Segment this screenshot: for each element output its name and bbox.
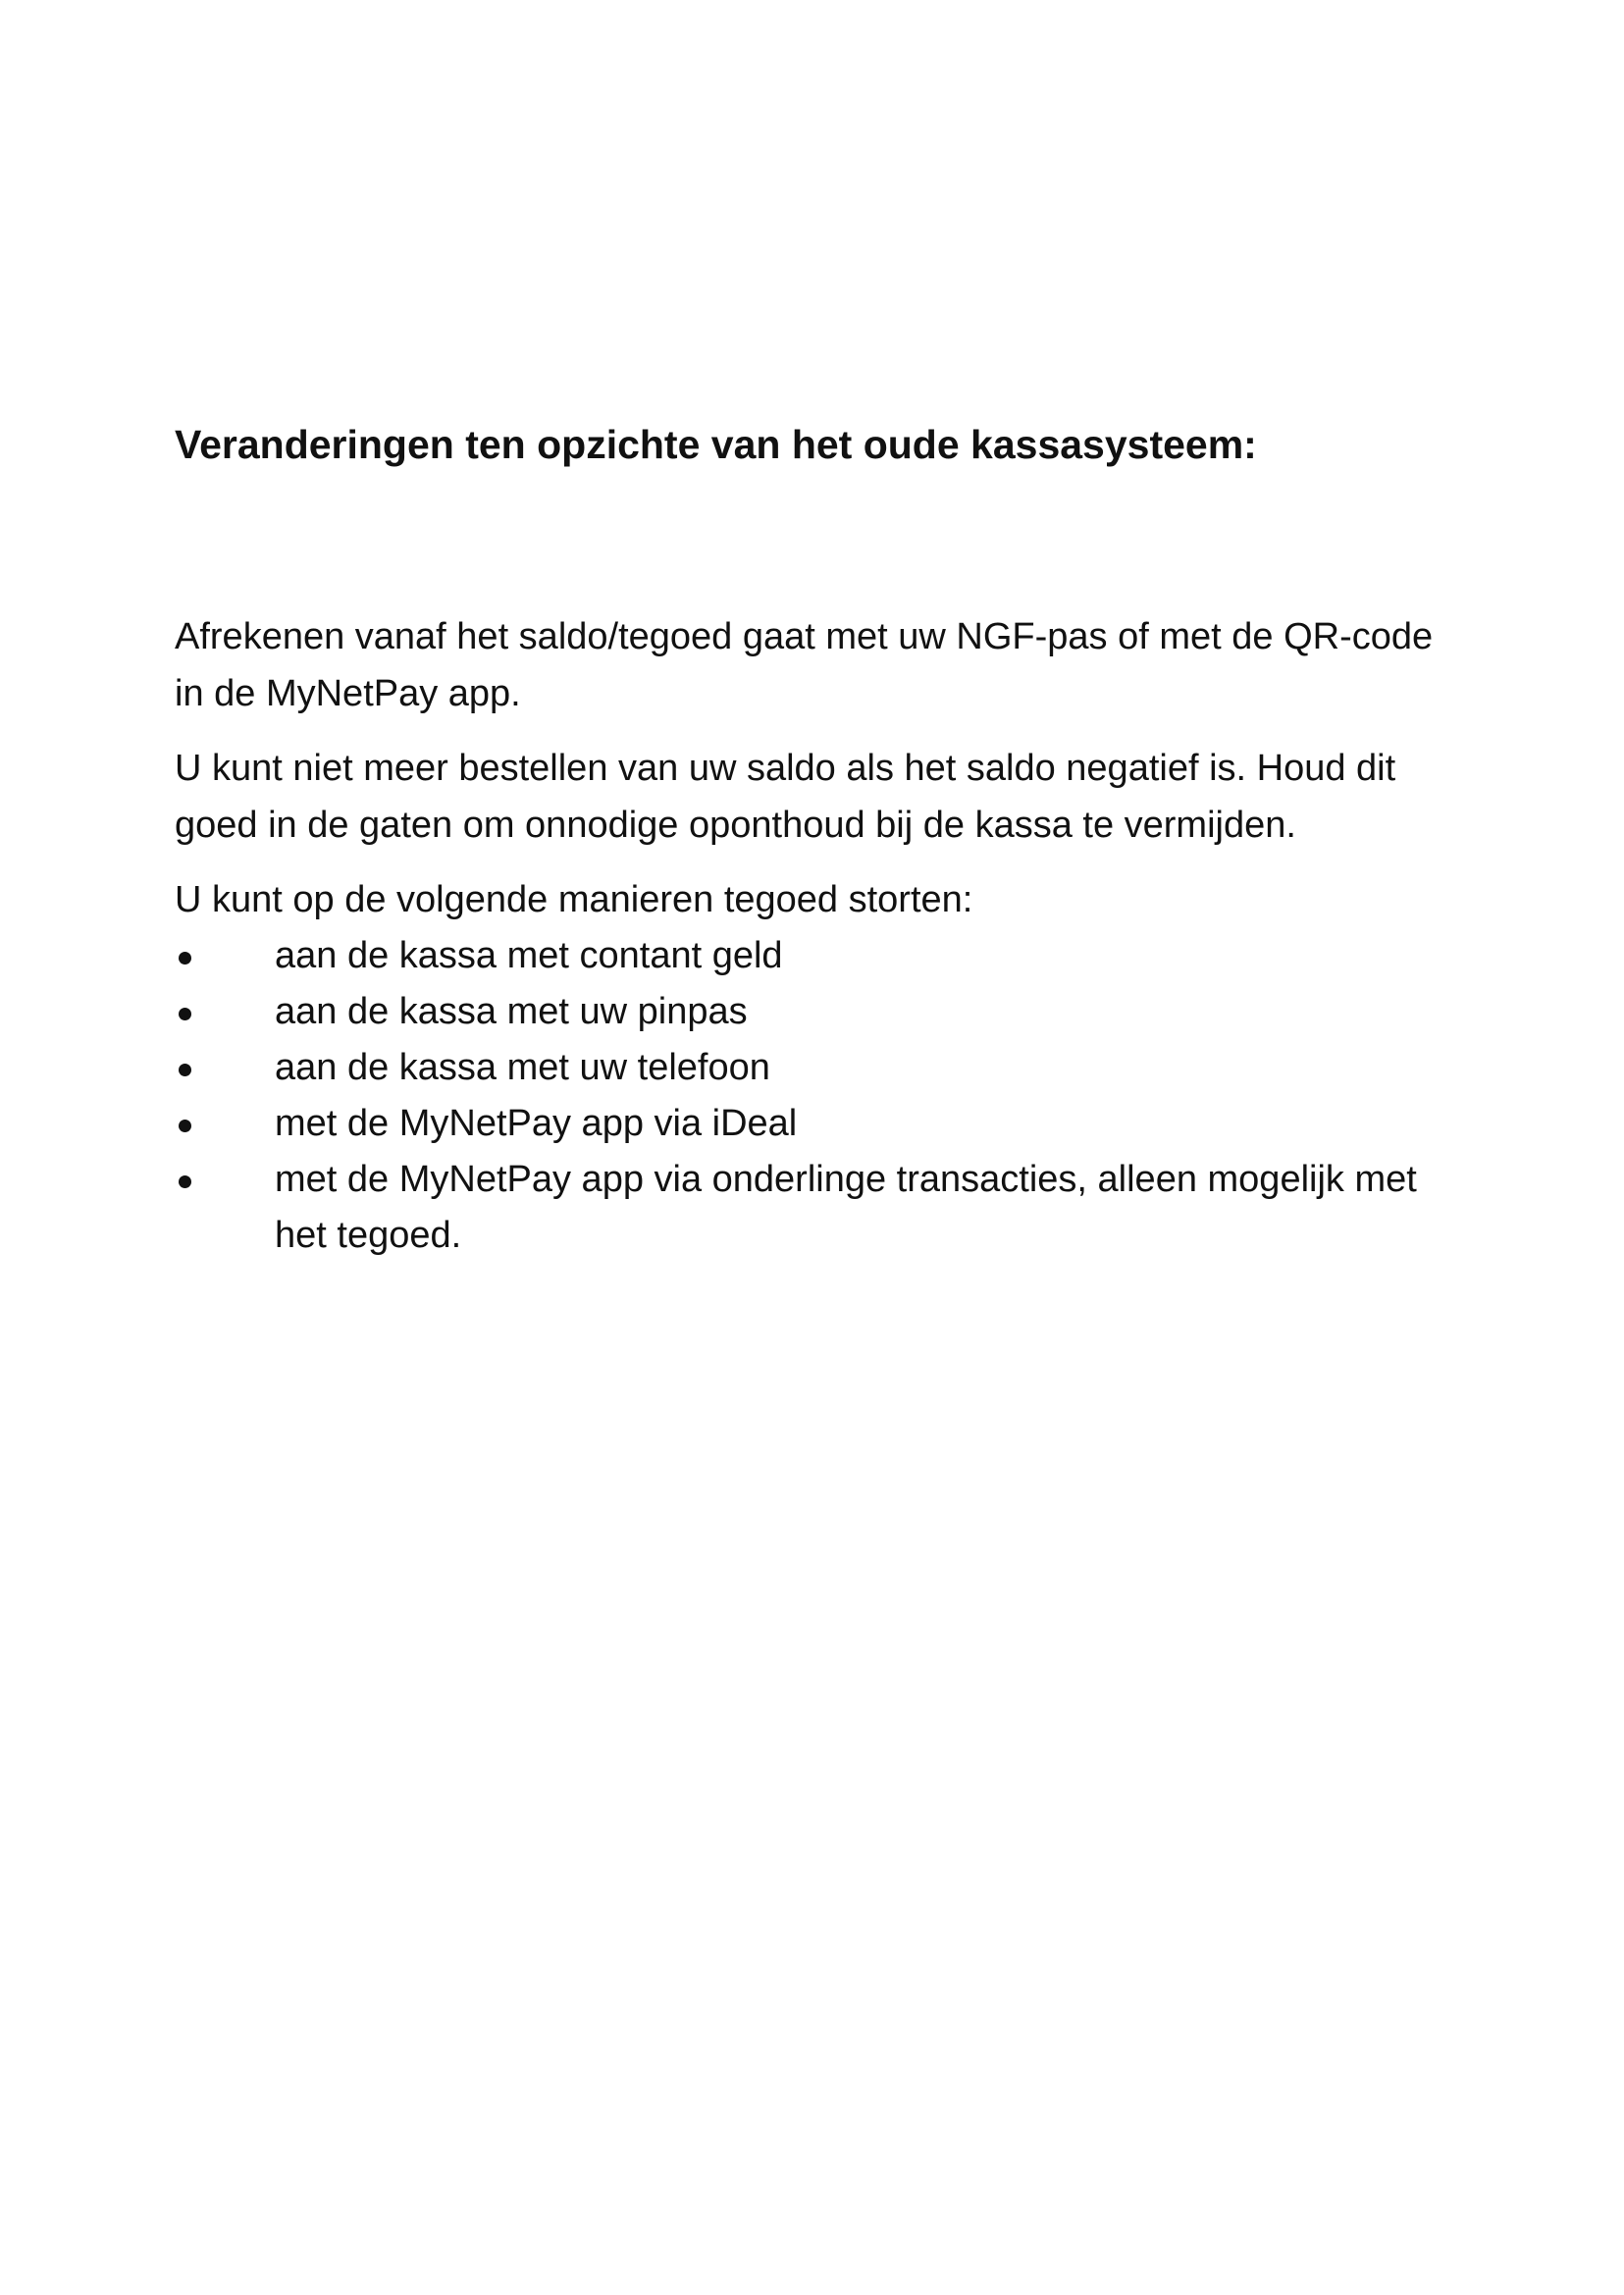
- bullet-icon: [179, 1175, 191, 1188]
- list-item: [175, 1040, 1460, 1096]
- paragraph-payment: Afrekenen vanaf het saldo/tegoed gaat met uw NGF-pas of met de QR-code in de MyNetPay app.: [175, 616, 1434, 714]
- bullet-icon: [179, 952, 191, 965]
- list-item-text: aan de kassa met uw telefoon: [275, 1047, 770, 1088]
- paragraph-negative-balance: U kunt niet meer bestellen van uw saldo als het saldo negatief is. Houd dit goed in de gaten om onnodige oponthoud bij de kassa te vermijden.: [175, 748, 1396, 846]
- list-item: [175, 928, 1460, 984]
- list-item-text: aan de kassa met uw pinpas: [275, 991, 748, 1032]
- list-item-text: met de MyNetPay app via onderlinge transacties, alleen mogelijk met het tegoed.: [275, 1159, 1417, 1256]
- document-content: [175, 420, 1460, 1264]
- list-item: [175, 1096, 1460, 1152]
- bullet-icon: [179, 1008, 191, 1020]
- bullet-icon: [179, 1120, 191, 1132]
- page-title: Veranderingen ten opzichte van het oude kassasysteem:: [175, 422, 1257, 467]
- list-item: [175, 1152, 1460, 1264]
- bullet-icon: [179, 1064, 191, 1076]
- list-intro: U kunt op de volgende manieren tegoed storten:: [175, 879, 973, 920]
- list-item: [175, 984, 1460, 1040]
- list-item-text: aan de kassa met contant geld: [275, 935, 783, 976]
- deposit-methods-list: [175, 928, 1460, 1264]
- list-item-text: met de MyNetPay app via iDeal: [275, 1103, 798, 1144]
